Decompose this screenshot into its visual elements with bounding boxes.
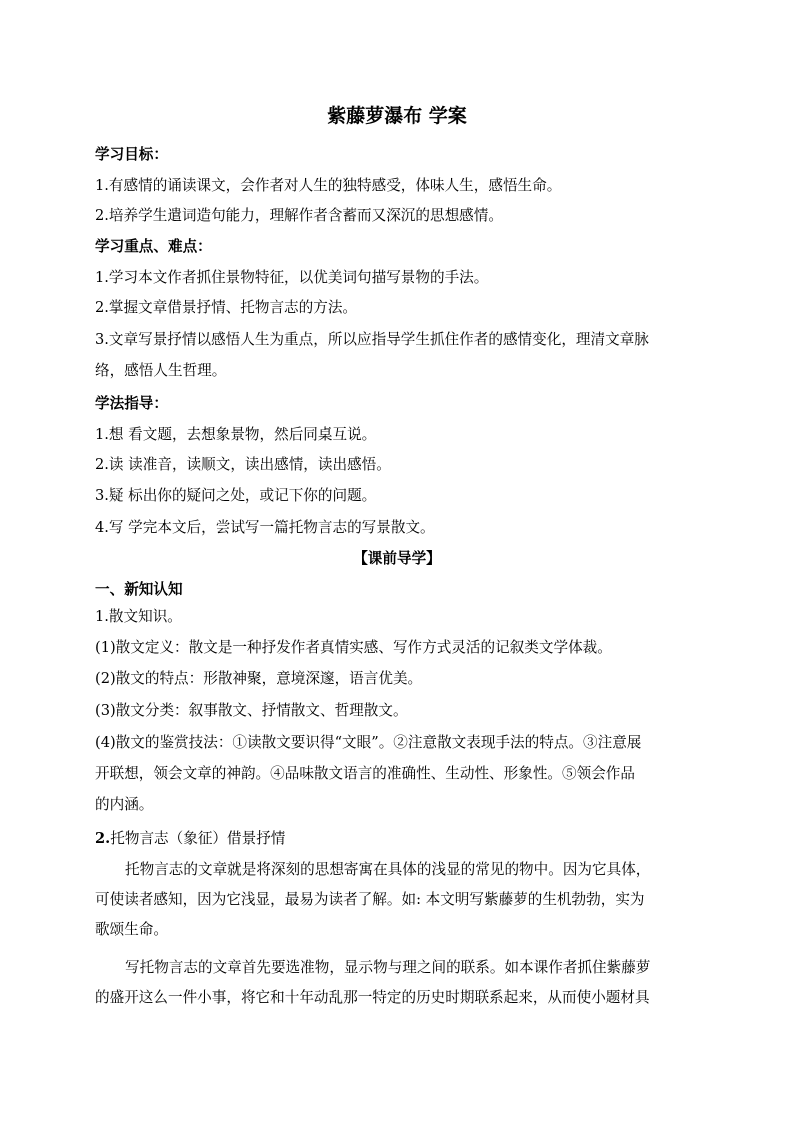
section1-item: (3)散文分类：叙事散文、抒情散文、哲理散文。	[95, 702, 408, 719]
section1-item: 1.散文知识。	[95, 608, 182, 625]
section2-paragraph-line: 歌颂生命。	[95, 921, 168, 938]
page-title: 紫藤萝瀑布 学案	[327, 105, 467, 127]
section2-heading-line	[95, 829, 705, 849]
section1-heading: 一、新知认知	[95, 581, 183, 598]
methods-heading: 学法指导：	[95, 395, 168, 412]
section2-paragraph-line: 可使读者感知，因为它浅显，最易为读者了解。如: 本文明写紫藤萝的生机勃勃，实为	[95, 891, 645, 908]
section1-item: 的内涵。	[95, 796, 154, 813]
goals-heading: 学习目标：	[95, 146, 168, 163]
section2-heading: 托物言志（象征）借景抒情	[110, 830, 286, 847]
keypoint-item: 2.掌握文章借景抒情、托物言志的方法。	[95, 299, 358, 316]
keypoint-item: 3.文章写景抒情以感悟人生为重点，所以应指导学生抓住作者的感情变化，理清文章脉	[95, 331, 649, 348]
method-item: 4.写 学完本文后，尝试写一篇托物言志的写景散文。	[95, 519, 435, 536]
goal-item: 2.培养学生遣词造句能力，理解作者含蓄而又深沉的思想感情。	[95, 207, 503, 224]
keypoints-heading: 学习重点、难点：	[95, 238, 212, 255]
goal-item: 1.有感情的诵读课文，会作者对人生的独特感受，体味人生，感悟生命。	[95, 177, 562, 194]
section2-number: 2.	[95, 830, 111, 847]
keypoint-item: 1.学习本文作者抓住景物特征，以优美词句描写景物的手法。	[95, 269, 489, 286]
keypoint-item-continued: 络，感悟人生哲理。	[95, 362, 227, 379]
section1-item: (2)散文的特点：形散神聚，意境深邃，语言优美。	[95, 670, 423, 687]
method-item: 1.想 看文题，去想象景物，然后同桌互说。	[95, 426, 377, 443]
section1-item: (4)散文的鉴赏技法：①读散文要识得“文眼”。②注意散文表现手法的特点。③注意展	[95, 734, 642, 751]
section2-paragraph-line: 托物言志的文章就是将深刻的思想寄寓在具体的浅显的常见的物中。因为它具体，	[125, 861, 651, 878]
section2-paragraph-line: 写托物言志的文章首先要选准物，显示物与理之间的联系。如本课作者抓住紫藤萝	[125, 959, 651, 976]
method-item: 2.读 读准音，读顺文，读出感情，读出感悟。	[95, 456, 391, 473]
method-item: 3.疑 标出你的疑问之处，或记下你的问题。	[95, 487, 377, 504]
section1-item: (1)散文定义：散文是一种抒发作者真情实感、写作方式灵活的记叙类文学体裁。	[95, 639, 612, 656]
pre-class-heading: 【课前导学】	[353, 550, 441, 567]
section2-paragraph-line: 的盛开这么一件小事，将它和十年动乱那一特定的历史时期联系起来，从而使小题材具	[95, 989, 650, 1006]
section1-item: 开联想，领会文章的神韵。④品味散文语言的准确性、生动性、形象性。⑤领会作品	[95, 765, 635, 782]
